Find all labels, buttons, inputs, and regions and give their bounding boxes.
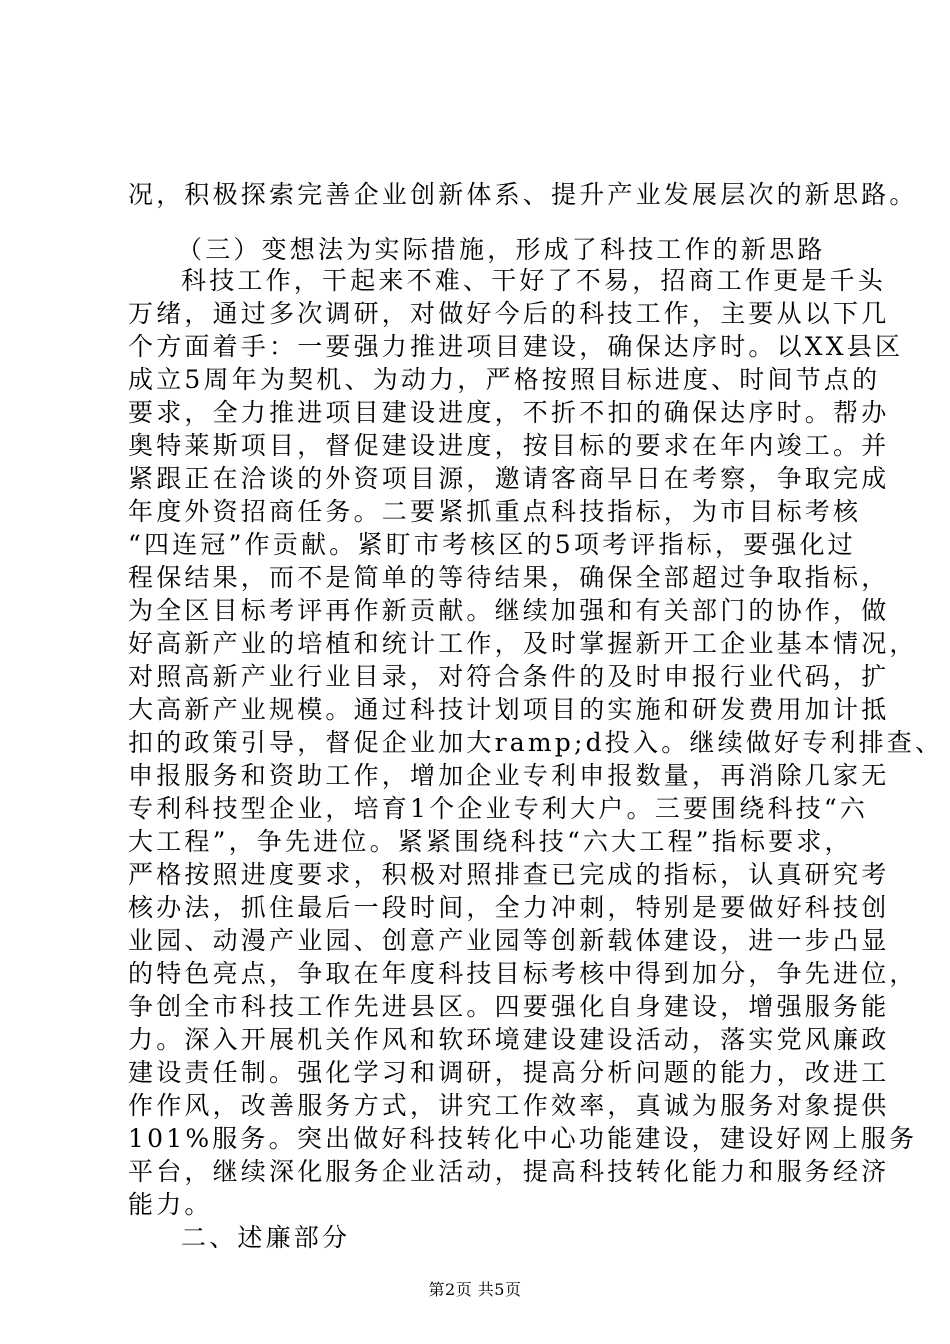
section-heading: （三）变想法为实际措施，形成了科技工作的新思路 [177, 235, 826, 264]
paragraph-line: “四连冠”作贡献。紧盯市考核区的5项考评指标，要强化过 [128, 530, 856, 559]
paragraph-line: 扣的政策引导，督促企业加大ramp;d投入。继续做好专利排查、 [128, 728, 944, 757]
paragraph-line: 专利科技型企业，培育1个企业专利大户。三要围绕科技“六 [128, 794, 869, 823]
paragraph-line: 建设责任制。强化学习和调研，提高分析问题的能力，改进工 [128, 1058, 890, 1087]
paragraph-line: 科技工作，干起来不难、干好了不易，招商工作更是千头 [181, 266, 887, 295]
paragraph-line: 况，积极探索完善企业创新体系、提升产业发展层次的新思路。 [128, 180, 918, 209]
paragraph-line: 力。深入开展机关作风和软环境建设建设活动，落实党风廉政 [128, 1025, 890, 1054]
paragraph-line: 成立5周年为契机、为动力，严格按照目标进度、时间节点的 [128, 365, 881, 394]
paragraph-line: 平台，继续深化服务企业活动，提高科技转化能力和服务经济 [128, 1157, 890, 1186]
paragraph-line: 作作风，改善服务方式，讲究工作效率，真诚为服务对象提供 [128, 1091, 890, 1120]
paragraph-line: 能力。 [128, 1190, 213, 1219]
paragraph-line: 程保结果，而不是简单的等待结果，确保全部超过争取指标， [128, 563, 890, 592]
paragraph-line: 为全区目标考评再作新贡献。继续加强和有关部门的协作，做 [128, 596, 890, 625]
page-number-footer: 第2页 共5页 [428, 1280, 522, 1299]
paragraph-line: 个方面着手：一要强力推进项目建设，确保达序时。以XX县区 [128, 332, 904, 361]
paragraph-line: 严格按照进度要求，积极对照排查已完成的指标，认真研究考 [128, 860, 890, 889]
paragraph-line: 业园、动漫产业园、创意产业园等创新载体建设，进一步凸显 [128, 926, 890, 955]
section-heading: 二、述廉部分 [181, 1223, 351, 1252]
paragraph-line: 大高新产业规模。通过科技计划项目的实施和研发费用加计抵 [128, 695, 890, 724]
paragraph-line: 大工程”，争先进位。紧紧围绕科技“六大工程”指标要求， [128, 827, 853, 856]
paragraph-line: 年度外资招商任务。二要紧抓重点科技指标，为市目标考核 [128, 497, 862, 526]
paragraph-line: 奥特莱斯项目，督促建设进度，按目标的要求在年内竣工。并 [128, 431, 890, 460]
paragraph-line: 紧跟正在洽谈的外资项目源，邀请客商早日在考察，争取完成 [128, 464, 890, 493]
paragraph-line: 好高新产业的培植和统计工作，及时掌握新开工企业基本情况， [128, 629, 918, 658]
paragraph-line: 要求，全力推进项目建设进度，不折不扣的确保达序时。帮办 [128, 398, 890, 427]
paragraph-line: 申报服务和资助工作，增加企业专利申报数量，再消除几家无 [128, 761, 890, 790]
paragraph-line: 核办法，抓住最后一段时间，全力冲刺，特别是要做好科技创 [128, 893, 890, 922]
paragraph-line: 万绪，通过多次调研，对做好今后的科技工作，主要从以下几 [128, 299, 890, 328]
paragraph-line: 争创全市科技工作先进县区。四要强化自身建设，增强服务能 [128, 992, 890, 1021]
paragraph-line: 的特色亮点，争取在年度科技目标考核中得到加分，争先进位， [128, 959, 918, 988]
paragraph-line: 对照高新产业行业目录，对符合条件的及时申报行业代码，扩 [128, 662, 890, 691]
paragraph-line: 101%服务。突出做好科技转化中心功能建设，建设好网上服务 [128, 1124, 918, 1153]
